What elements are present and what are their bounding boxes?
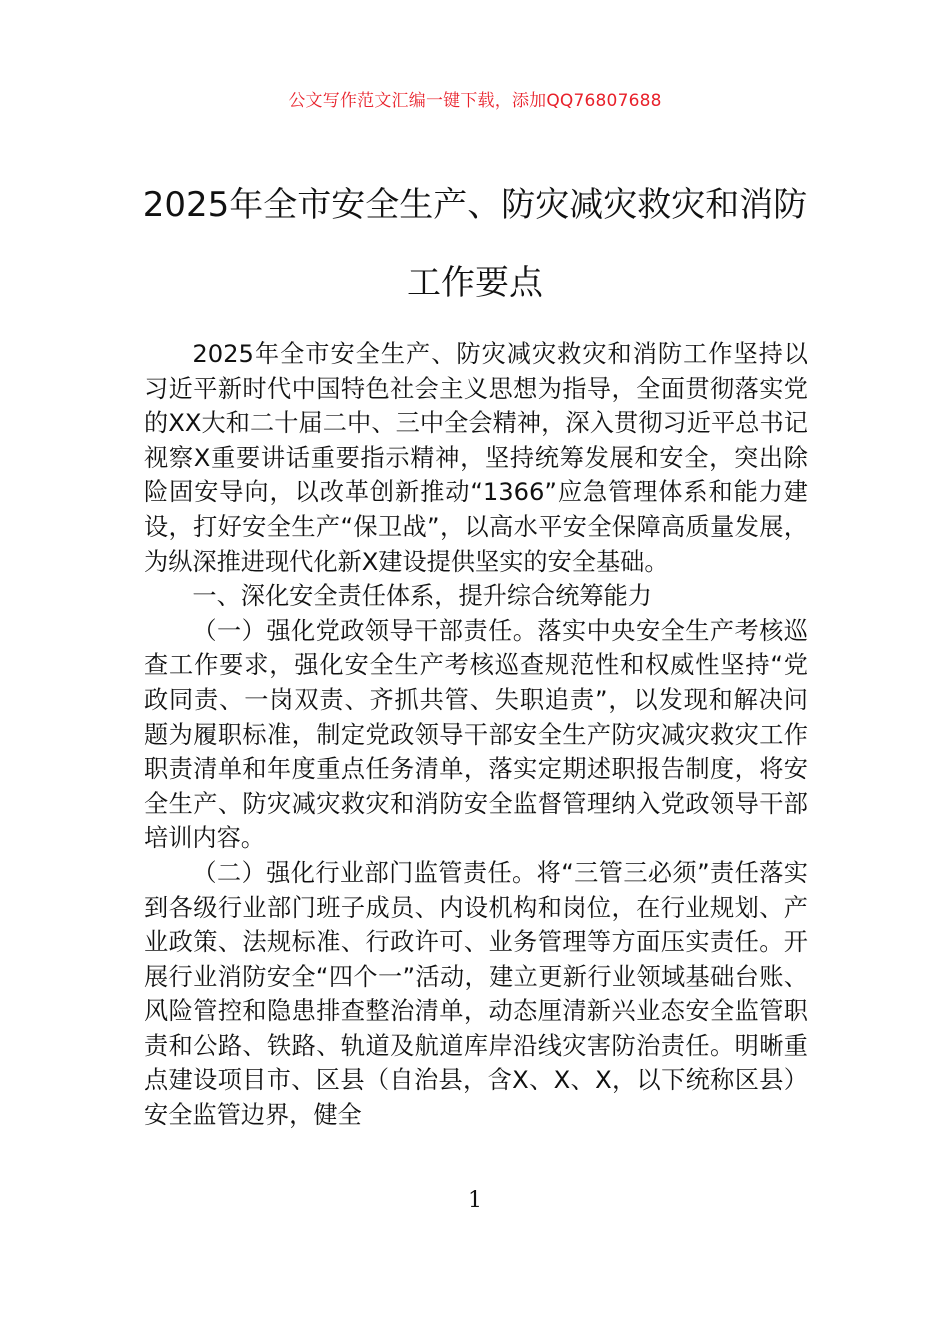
body-paragraph: （二）强化行业部门监管责任。将“三管三必须”责任落实到各级行业部门班子成员、内设机构和岗位，在行业规划、产业政策、法规标准、行政许可、业务管理等方面压实责任。开展行业消防安全“四个一”活动，建立更新行业领域基础台账、风险管控和隐患排查整治清单，动态厘清新兴业态安全监管职责和公路、铁路、轨道及航道库岸沿线灾害防治责任。明晰重点建设项目市、区县（自治县，含X、X、X，以下统称区县）安全监管边界，健全: [144, 858, 808, 1130]
page-number: 1: [468, 1188, 482, 1213]
section-heading: 一、深化安全责任体系，提升综合统筹能力: [192, 582, 652, 611]
page-title: 2025年全市安全生产、防灾减灾救灾和消防工作要点: [142, 185, 808, 303]
intro-paragraph: 2025年全市安全生产、防灾减灾救灾和消防工作坚持以习近平新时代中国特色社会主义思想为指导，全面贯彻落实党的XX大和二十届二中、三中全会精神，深入贯彻习近平总书记视察X重要讲话重要指示精神，坚持统筹发展和安全，突出除险固安导向，以改革创新推动“1366”应急管理体系和能力建设，打好安全生产“保卫战”，以高水平安全保障高质量发展，为纵深推进现代化新X建设提供坚实的安全基础。: [144, 340, 808, 576]
body-paragraph: （一）强化党政领导干部责任。落实中央安全生产考核巡查工作要求，强化安全生产考核巡查规范性和权威性坚持“党政同责、一岗双责、齐抓共管、失职追责”，以发现和解决问题为履职标准，制定党政领导干部安全生产防灾减灾救灾工作职责清单和年度重点任务清单，落实定期述职报告制度，将安全生产、防灾减灾救灾和消防安全监督管理纳入党政领导干部培训内容。: [144, 616, 808, 853]
download-banner: 公文写作范文汇编一键下载，添加QQ76807688: [288, 91, 662, 111]
document-body: [144, 337, 808, 1133]
